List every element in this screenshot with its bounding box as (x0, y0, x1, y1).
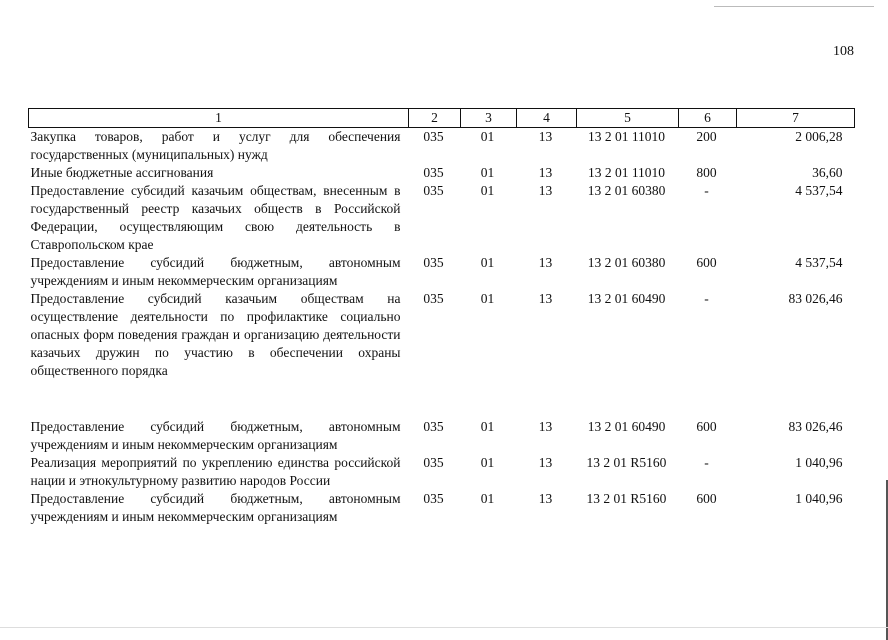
admin-code: 035 (423, 255, 444, 270)
page-number: 108 (833, 44, 854, 59)
section-code: 01 (480, 455, 495, 470)
subsection-code: 13 (538, 255, 553, 270)
section-code: 01 (480, 165, 495, 180)
section-code: 01 (480, 255, 495, 270)
target-article-code: 13 2 01 60490 (587, 419, 666, 434)
section-code: 01 (480, 291, 495, 306)
expense-type-code: - (704, 183, 709, 198)
row-name: Реализация мероприятий по укреплению единства российской нации и этнокультурному развитию народов России (30, 455, 401, 488)
table-row (29, 164, 855, 182)
table-header-row (29, 109, 855, 128)
expense-type-code: - (704, 291, 709, 306)
subsection-code: 13 (538, 491, 553, 506)
expense-type-code: 200 (696, 129, 717, 144)
scan-edge-line (714, 6, 874, 7)
amount: 83 026,46 (788, 291, 843, 306)
row-name: Иные бюджетные ассигнования (30, 165, 214, 180)
row-name: Предоставление субсидий казачьим обществам, внесенным в государственный реестр казачьих обществ в Российской Федерации, осуществляющим свою деятельность в Ставропольском крае (30, 183, 401, 252)
admin-code: 035 (423, 455, 444, 470)
column-header: 3 (461, 109, 517, 128)
row-name: Закупка товаров, работ и услуг для обеспечения государственных (муниципальных) нужд (30, 129, 401, 162)
target-article-code: 13 2 01 11010 (587, 165, 666, 180)
section-code: 01 (480, 129, 495, 144)
expense-type-code: 600 (696, 255, 717, 270)
amount: 4 537,54 (795, 183, 843, 198)
table-row (29, 418, 855, 454)
expense-type-code: 600 (696, 419, 717, 434)
table-row (29, 128, 855, 165)
table-row (29, 290, 855, 418)
target-article-code: 13 2 01 60380 (587, 255, 666, 270)
table-row (29, 182, 855, 254)
target-article-code: 13 2 01 60490 (587, 291, 666, 306)
target-article-code: 13 2 01 R5160 (586, 491, 667, 506)
subsection-code: 13 (538, 183, 553, 198)
column-header: 2 (409, 109, 461, 128)
scan-edge-line (0, 627, 888, 628)
subsection-code: 13 (538, 129, 553, 144)
amount: 36,60 (812, 165, 843, 180)
admin-code: 035 (423, 291, 444, 306)
section-code: 01 (480, 419, 495, 434)
target-article-code: 13 2 01 11010 (587, 129, 666, 144)
column-header: 7 (737, 109, 855, 128)
subsection-code: 13 (538, 455, 553, 470)
column-header: 5 (577, 109, 679, 128)
expense-type-code: 800 (696, 165, 717, 180)
admin-code: 035 (423, 165, 444, 180)
section-code: 01 (480, 183, 495, 198)
budget-table (28, 108, 855, 526)
amount: 1 040,96 (795, 491, 843, 506)
row-name: Предоставление субсидий бюджетным, автономным учреждениям и иным некоммерческим организациям (30, 255, 401, 288)
amount: 2 006,28 (795, 129, 843, 144)
expense-type-code: 600 (696, 491, 717, 506)
admin-code: 035 (423, 183, 444, 198)
admin-code: 035 (423, 129, 444, 144)
row-name: Предоставление субсидий казачьим обществам на осуществление деятельности по профилактике социально опасных форм поведения граждан и организацию деятельности казачьих дружин по участию в обеспечении охраны общественного порядка (30, 291, 401, 378)
subsection-code: 13 (538, 419, 553, 434)
column-header: 6 (679, 109, 737, 128)
column-header: 4 (517, 109, 577, 128)
admin-code: 035 (423, 491, 444, 506)
admin-code: 035 (423, 419, 444, 434)
section-code: 01 (480, 491, 495, 506)
target-article-code: 13 2 01 R5160 (586, 455, 667, 470)
expense-type-code: - (704, 455, 709, 470)
table-row (29, 454, 855, 490)
amount: 4 537,54 (795, 255, 843, 270)
target-article-code: 13 2 01 60380 (587, 183, 666, 198)
subsection-code: 13 (538, 291, 553, 306)
table-row (29, 254, 855, 290)
row-name: Предоставление субсидий бюджетным, автономным учреждениям и иным некоммерческим организациям (30, 491, 401, 524)
column-header: 1 (29, 109, 409, 128)
amount: 83 026,46 (788, 419, 843, 434)
table-row (29, 490, 855, 526)
amount: 1 040,96 (795, 455, 843, 470)
row-name: Предоставление субсидий бюджетным, автономным учреждениям и иным некоммерческим организациям (30, 419, 401, 452)
subsection-code: 13 (538, 165, 553, 180)
